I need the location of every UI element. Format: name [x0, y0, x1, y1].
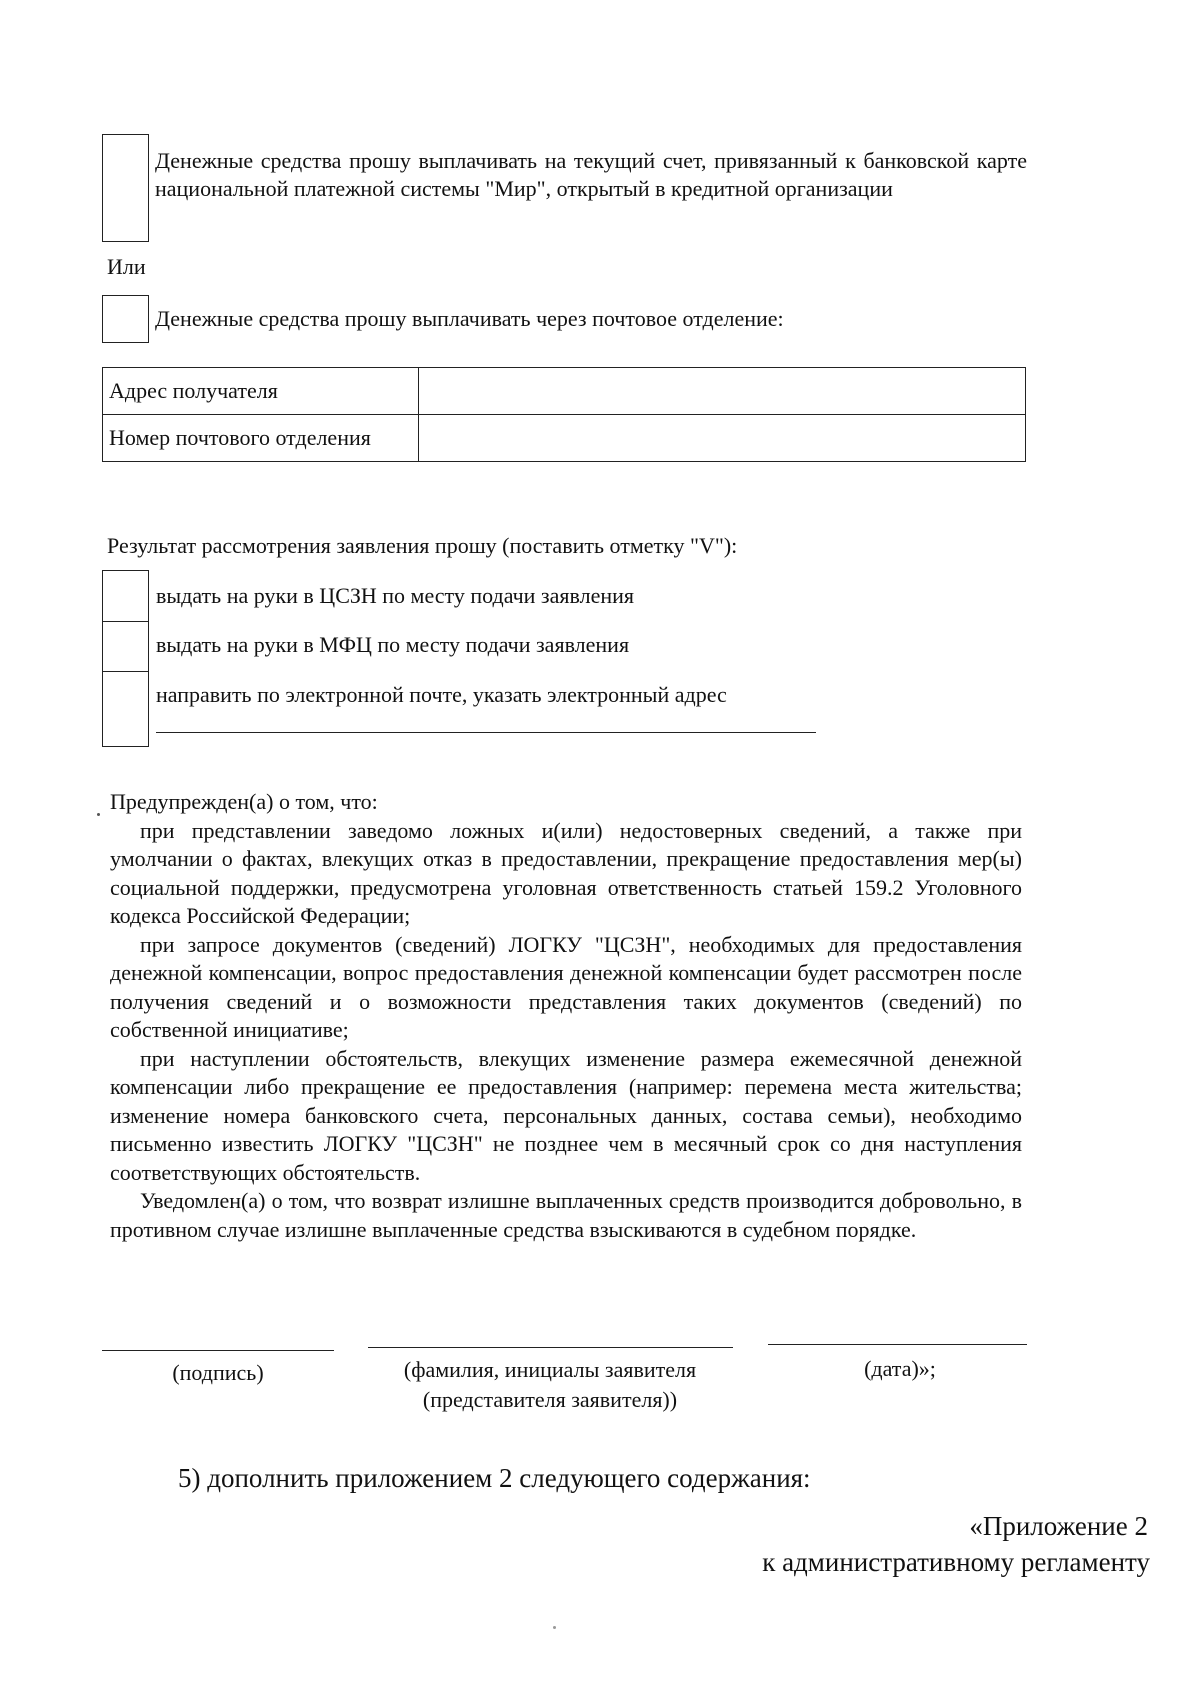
email-address-line[interactable] [156, 732, 816, 733]
recipient-address-label: Адрес получателя [103, 368, 419, 415]
appendix-subtitle: к административному регламенту [762, 1547, 1150, 1577]
recipient-address-field[interactable] [419, 368, 1026, 415]
postal-details-table [102, 367, 1026, 462]
scan-speck [553, 1626, 556, 1629]
table-row [103, 368, 1026, 415]
date-label: (дата)»; [864, 1356, 936, 1381]
table-row [103, 415, 1026, 462]
warning-block [110, 788, 1022, 1244]
or-label: Или [107, 254, 146, 279]
post-office-checkbox[interactable] [102, 295, 149, 343]
bank-card-checkbox[interactable] [102, 134, 149, 242]
warning-paragraph-false-info: при представлении заведомо ложных и(или) недостоверных сведений, а также при умолчании о фактах, влекущих отказ в предоставлении, прекращение предоставления мер(ы) социальной поддержки, предусмотрена уголовная ответственность статьей 159.2 Уголовного кодекса Российской Федерации; [110, 817, 1022, 928]
warning-paragraph-circumstances: при наступлении обстоятельств, влекущих изменение размера ежемесячной денежной компенсации либо прекращение ее предоставления (например: перемена места жительства; изменение номера банковского счета, персональных данных, состава семьи), необходимо письменно известить ЛОГКУ "ЦСЗН" не позднее чем в месячный срок со дня наступления соответствующих обстоятельств. [110, 1045, 1022, 1185]
result-option-tszn: выдать на руки в ЦСЗН по месту подачи заявления [156, 583, 635, 608]
post-office-option-text: Денежные средства прошу выплачивать через почтовое отделение: [155, 306, 784, 331]
post-office-number-label: Номер почтового отделения [103, 415, 419, 462]
result-option-checkbox-email[interactable] [102, 671, 149, 747]
notice-paragraph-refund: Уведомлен(а) о том, что возврат излишне выплаченных средств производится добровольно, в противном случае излишне выплаченные средства взыскиваются в судебном порядке. [110, 1188, 1022, 1242]
name-label-line1: (фамилия, инициалы заявителя [403, 1357, 697, 1382]
name-line[interactable] [368, 1347, 733, 1348]
result-heading: Результат рассмотрения заявления прошу (поставить отметку "V"): [107, 533, 738, 558]
warning-heading: Предупрежден(а) о том, что: [110, 789, 378, 814]
signature-label: (подпись) [172, 1360, 264, 1385]
bank-card-option-text: Денежные средства прошу выплачивать на текущий счет, привязанный к банковской карте национальной платежной системы "Мир", открытый в кредитной организации [155, 148, 1027, 201]
result-option-email: направить по электронной почте, указать электронный адрес [156, 682, 727, 707]
result-option-checkbox-mfc[interactable] [102, 621, 149, 673]
name-label-line2: (представителя заявителя)) [422, 1387, 678, 1412]
appendix-title: «Приложение 2 [969, 1511, 1148, 1541]
signature-line[interactable] [102, 1350, 334, 1351]
scan-speck [97, 813, 100, 816]
date-line[interactable] [768, 1344, 1027, 1345]
result-option-mfc: выдать на руки в МФЦ по месту подачи заявления [156, 632, 630, 657]
result-option-checkbox-tszn[interactable] [102, 570, 149, 623]
warning-paragraph-documents-request: при запросе документов (сведений) ЛОГКУ "ЦСЗН", необходимых для предоставления денежной компенсации, вопрос предоставления денежной компенсации будет рассмотрен после получения сведений и о возможности представления таких документов (сведений) по собственной инициативе; [110, 931, 1022, 1042]
post-office-number-field[interactable] [419, 415, 1026, 462]
amendment-item: 5) дополнить приложением 2 следующего содержания: [178, 1463, 811, 1493]
